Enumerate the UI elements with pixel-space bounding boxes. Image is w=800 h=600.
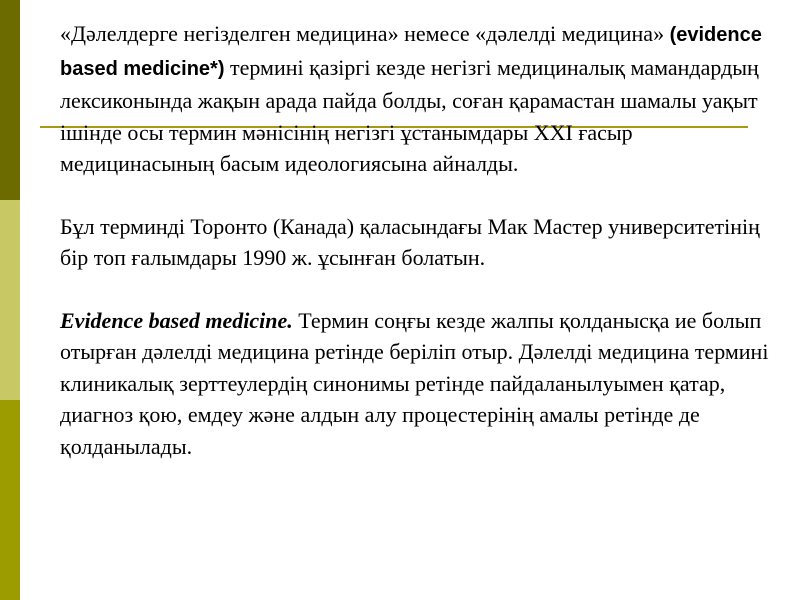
paragraph-3-rest: Термин соңғы кезде жалпы қолданысқа ие болып отырған дәлелді медицина ретінде беріліп отыр. Дәлелді медицина термині клиникалық зерттеулердің синонимы ретінде пайдаланылуымен қатар, диагноз қою, емдеу және алдын алу процестерінің амалы ретінде де қолданылады. — [60, 307, 769, 459]
side-bar-top — [0, 0, 20, 200]
paragraph-1-rest: термині қазіргі кезде негізгі медициналық мамандардың лексиконында жақын арада пайда болды, соған қарамастан шамалы уақыт ішінде осы термин мәнісінің негізгі ұстанымдары ХХІ ғасыр медицинасының басым идеологиясына айналды. — [60, 54, 759, 176]
paragraph-3-term: Evidence based medicine. — [60, 307, 293, 333]
side-bar-middle — [0, 200, 20, 400]
paragraph-2-text: Бұл терминді Торонто (Канада) қаласындағы Мак Мастер университетінің бір топ ғалымдары 1990 ж. ұсынған болатын. — [60, 213, 760, 270]
paragraph-usage — [60, 305, 785, 463]
paragraph-origin — [60, 211, 785, 274]
paragraph-1-lead: «Дәлелдерге негізделген медицина» немесе «дәлелді медицина» — [60, 21, 670, 46]
paragraph-definition — [60, 18, 785, 180]
paragraph-1-english-term: (evidence based medicine*) — [60, 24, 762, 80]
side-bar-bottom — [0, 400, 20, 600]
slide-body — [60, 18, 785, 462]
